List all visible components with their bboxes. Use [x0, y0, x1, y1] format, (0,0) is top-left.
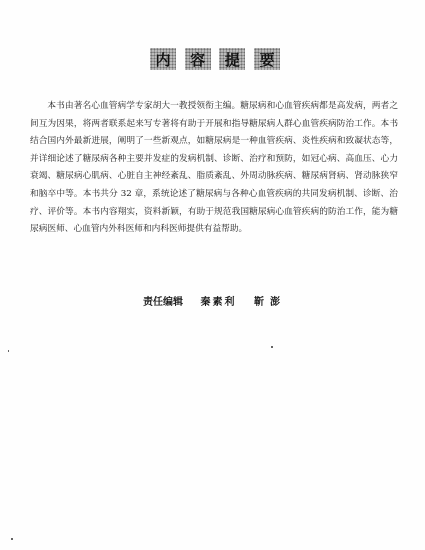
editor-name: 秦素利: [200, 297, 237, 308]
page-title: [150, 48, 280, 70]
title-char: 容: [185, 48, 211, 70]
title-char: 提: [219, 48, 245, 70]
summary-paragraph: 本书由著名心血管病学专家胡大一教授领衔主编。糖尿病和心血管疾病都是高发病，两者之间互为因果，将两者联系起来写专著将有助于开展和指导糖尿病人群心血管疾病防治工作。本书结合国内外最新进展，阐明了一些新观点，如糖尿病是一种血管疾病、炎性疾病和致凝状态等，并详细论述了糖尿病各种主要并发症的发病机制、诊断、治疗和预防，如冠心病、高血压、心力衰竭、糖尿病心肌病、心脏自主神经紊乱、脂质紊乱、外周动脉疾病、糖尿病肾病、肾动脉狭窄和脑卒中等。本书共分 32 章，系统论述了糖尿病与各种心血管疾病的共同发病机制、诊断、治疗、评价等。本书内容翔实，资料新颖，有助于规范我国糖尿病心血管疾病的防治工作，能为糖尿病医师、心血管内外科医师和内科医师提供有益帮助。: [30, 101, 398, 235]
scan-speck: [271, 346, 273, 348]
title-char: 内: [150, 48, 176, 70]
responsible-editors: [143, 293, 286, 308]
editor-name: 靳澎: [253, 297, 286, 308]
editor-label: 责任编辑: [143, 297, 183, 308]
scan-speck: [11, 538, 13, 540]
title-char: 要: [254, 48, 280, 70]
scan-speck: [8, 350, 9, 352]
